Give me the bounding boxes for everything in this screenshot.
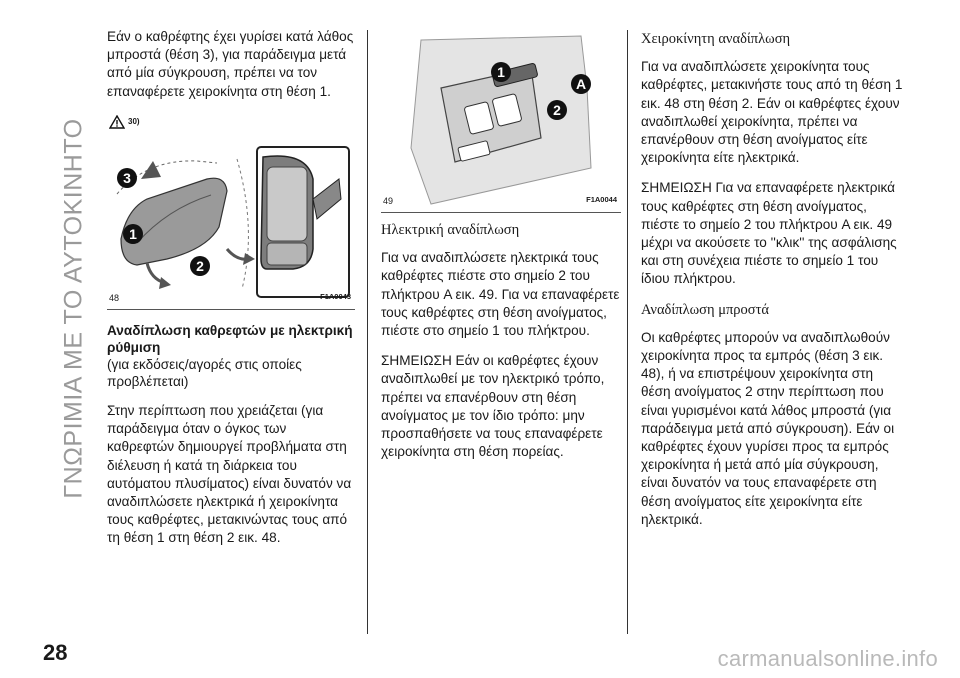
figure-code: F1A0044 — [586, 194, 617, 204]
body-paragraph: Για να αναδιπλώσετε χειροκίνητα τους καθρέφτες, μετακινήστε τους από τη θέση 1 εικ. 48 στη θέση 2. Εάν οι καθρέφτες έχουν αναδιπλωθεί χειροκίνητα, πρέπει να επανέρθουν στη θέση ανοίγματος είτε χειροκίνητα είτε ηλεκτρικά. — [641, 59, 903, 166]
side-title-text: ΓΝΩΡΙΜΙΑ ΜΕ ΤΟ ΑΥΤΟΚΙΝΗΤΟ — [59, 117, 88, 499]
body-paragraph: Για να αναδιπλώσετε ηλεκτρικά τους καθρέφτες πιέστε στο σημείο 2 του πλήκτρου A εικ. 49. Για να επαναφέρετε τους καθρέφτες στη θέση ανοίγματος, πιέστε στο σημείο 1 του πλήκτρου. — [381, 250, 620, 339]
warning-reference: 30) — [128, 116, 140, 126]
figure-number: 48 — [109, 292, 120, 303]
note-paragraph: ΣΗΜΕΙΩΣΗ Εάν οι καθρέφτες έχουν αναδιπλωθεί με τον ηλεκτρικό τρόπο, πρέπει να επανέρθουν στη θέση ανοίγματος με τον ίδιο τρόπο: μην προσπαθήσετε να τους επαναφέρετε χειροκίνητα στη θέση πορείας. — [381, 353, 605, 460]
section-heading: Ηλεκτρική αναδίπλωση — [381, 222, 520, 238]
column-divider — [367, 30, 368, 634]
callout-label: 2 — [553, 102, 561, 118]
callout-label: 3 — [123, 170, 131, 187]
section-subheading: (για εκδόσεις/αγορές στις οποίες προβλέπεται) — [107, 357, 302, 390]
callout-label: 1 — [497, 64, 505, 80]
page-number: 28 — [43, 640, 68, 665]
column-3 — [641, 28, 903, 541]
column-divider — [627, 30, 628, 634]
figure-48 — [107, 139, 355, 310]
column-1 — [107, 28, 355, 560]
callout-label: 1 — [129, 226, 137, 243]
section-heading: Αναδίπλωση μπροστά — [641, 301, 770, 318]
figure-49 — [381, 28, 621, 213]
body-paragraph: Στην περίπτωση που χρειάζεται (για παράδειγμα όταν ο όγκος των καθρεφτών δημιουργεί προβλήματα στη διέλευση ή κατά τη διάρκεια του αυτόματου πλυσίματος) είναι δυνατόν να αναδιπλώσετε ηλεκτρικά ή χειροκίνητα τους καθρέφτες, μετακινώντας τους από τη θέση 1 στη θέση 2 εικ. 48. — [107, 403, 352, 546]
mirror-folding-illustration — [107, 139, 355, 309]
callout-label: A — [575, 76, 587, 92]
section-heading: Αναδίπλωση καθρεφτών με ηλεκτρική ρύθμιση — [107, 323, 353, 356]
section-heading: Χειροκίνητη αναδίπλωση — [641, 31, 791, 47]
warning-triangle-icon — [109, 115, 125, 129]
mirror-switch-illustration — [381, 28, 621, 212]
note-paragraph: ΣΗΜΕΙΩΣΗ Για να επαναφέρετε ηλεκτρικά τους καθρέφτες στη θέση ανοίγματος, πιέστε το σημείο 2 του πλήκτρου A εικ. 49 μέχρι να ακούσετε το ''κλικ'' της ασφάλισης και στη συνέχεια πιέστε το σημείο 1 του ίδιου πλήκτρου. — [641, 180, 897, 287]
watermark: carmanualsonline.info — [717, 646, 938, 671]
body-paragraph: Οι καθρέφτες μπορούν να αναδιπλωθούν χειροκίνητα προς τα εμπρός (θέση 3 εικ. 48), ή να επιστρέψουν χειροκίνητα στη θέση ανοίγματος 2 στην περίπτωση που είναι γυρισμένοι κατά λάθος μπροστά (για παράδειγμα μετά από σύγκρουση). Εάν οι καθρέφτες έχουν γυρίσει προς τα εμπρός χειροκίνητα ή μετά από μία σύγκρουση, είναι δυνατόν να τους επαναφέρετε στη θέση ανοίγματος είτε χειροκίνητα είτε ηλεκτρικά. — [641, 329, 895, 527]
warning-note — [109, 113, 355, 131]
callout-label: 2 — [196, 258, 204, 275]
figure-number: 49 — [383, 195, 394, 206]
intro-paragraph: Εάν ο καθρέφτης έχει γυρίσει κατά λάθος μπροστά (θέση 3), για παράδειγμα μετά από μία σύγκρουση, πρέπει να τον επαναφέρετε χειροκίνητα στη θέση 1. — [107, 29, 354, 99]
section-side-title — [52, 8, 96, 608]
column-2 — [381, 28, 621, 473]
figure-code: F1A0043 — [320, 291, 351, 301]
